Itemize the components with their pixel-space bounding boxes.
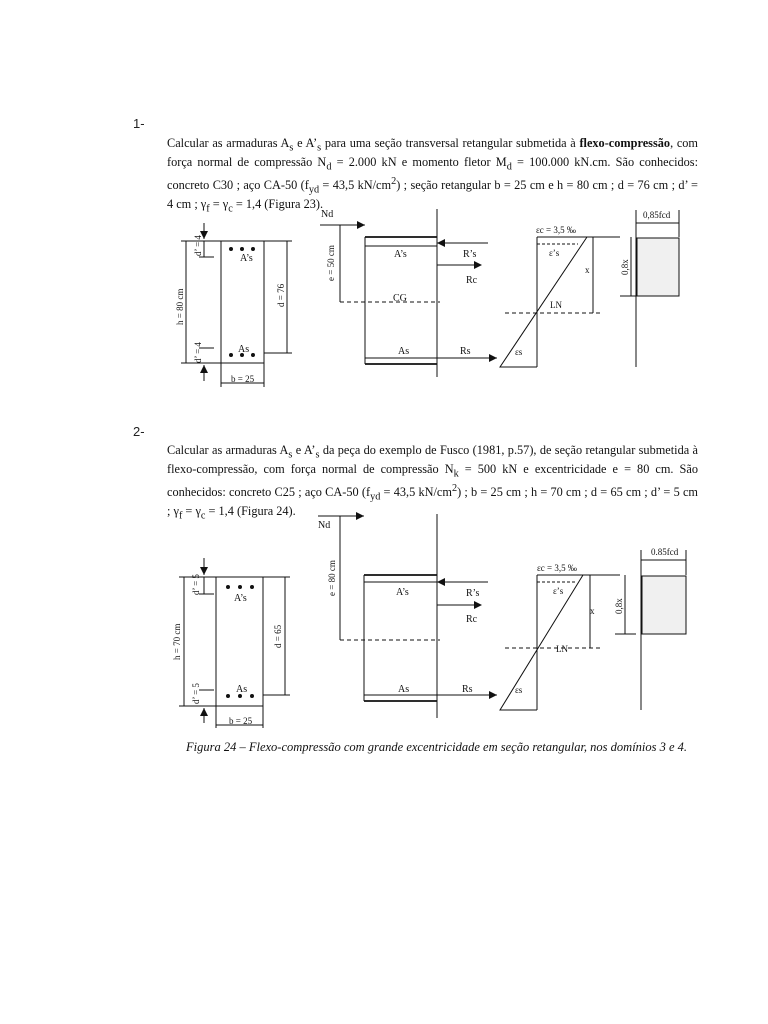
label-As-mid-top: A’s — [396, 587, 409, 598]
label-e: e = 50 cm — [326, 245, 336, 281]
label-As-mid-bottom: As — [398, 346, 410, 357]
label-As-mid-top: A’s — [394, 249, 407, 260]
label-b: b = 25 — [229, 716, 253, 726]
bold-term: flexo-compressão — [579, 136, 671, 150]
label-Rc: Rc — [466, 275, 478, 286]
label-d-prime-top: d’ = 4 — [193, 235, 203, 256]
label-Rs-top: R’s — [466, 588, 480, 599]
label-d: d = 76 — [276, 283, 286, 307]
figure-23 — [0, 195, 768, 395]
label-As-bottom: As — [238, 344, 250, 355]
label-eps-s-top: ε’s — [553, 586, 564, 596]
label-ln: LN — [556, 644, 568, 654]
label-h: h = 70 cm — [172, 623, 182, 660]
label-Rs-bottom: Rs — [460, 346, 471, 357]
label-b: b = 25 — [231, 374, 255, 384]
label-Rc: Rc — [466, 614, 478, 625]
label-Nd: Nd — [321, 209, 334, 220]
stress-block — [642, 576, 686, 634]
label-eps-s-bottom: εs — [515, 685, 523, 695]
label-d-prime-bottom: d’ = 5 — [191, 683, 201, 704]
problem-2-statement: Calcular as armaduras $A_s$ e $A’_s$ da peça do exemplo de Fusco (1981, p.57), de seção retangular submetida à flexo-compressão, com força normal de compressão $N_k = 500$ kN e excentricidade e = 80 cm. São conhecidos: concreto C25 ; aço CA-50 ($f_{yd} = 43,5$ $kN/cm^2$) ; b = 25 cm ; h = 70 cm ; d = 65 cm ; d’ = 5 cm ; $\gamma_f = \gamma_c = 1,4$ (Figura 24). — [167, 443, 698, 522]
label-h: h = 80 cm — [175, 288, 185, 325]
label-ln: LN — [550, 300, 562, 310]
label-x: x — [585, 265, 590, 275]
label-As-top: A’s — [234, 593, 247, 604]
label-e: e = 80 cm — [327, 560, 337, 596]
label-0-8x: 0,8x — [614, 598, 624, 614]
label-fcd: 0.85fcd — [651, 547, 679, 557]
problem-1-number: 1- — [133, 116, 145, 131]
label-eps-c: εc = 3,5 ‰ — [536, 225, 576, 235]
problem-2-number: 2- — [133, 424, 145, 439]
label-x: x — [590, 606, 595, 616]
label-d: d = 65 — [273, 624, 283, 648]
label-Rs-bottom: Rs — [462, 684, 473, 695]
label-As-bottom: As — [236, 684, 248, 695]
label-Nd: Nd — [318, 520, 331, 531]
label-Rs-top: R’s — [463, 249, 477, 260]
label-eps-c: εc = 3,5 ‰ — [537, 563, 577, 573]
label-As-mid-bottom: As — [398, 684, 410, 695]
figure-caption: Figura 24 – Flexo-compressão com grande excentricidade em seção retangular, nos domínios 3 e 4. — [186, 740, 688, 754]
label-0-8x: 0,8x — [620, 259, 630, 275]
label-fcd: 0,85fcd — [643, 210, 671, 220]
label-eps-s-bottom: εs — [515, 347, 523, 357]
label-cg: CG — [393, 293, 407, 304]
label-eps-s-top: ε’s — [549, 248, 560, 258]
figure-24 — [0, 510, 768, 735]
label-d-prime-top: d’ = 5 — [191, 574, 201, 595]
label-As-top: A’s — [240, 253, 253, 264]
problem-1-statement: Calcular as armaduras $A_s$ e $A’_s$ para uma seção transversal retangular submetida à flexo-compressão, com força normal de compressão $N_d = 2.000$ kN e momento fletor $M_d = 100.000$ kN.cm. São conhecidos: concreto C30 ; aço CA-50 ($f_{yd} = 43,5$ $kN/cm^2$) ; seção retangular b = 25 cm e h = 80 cm ; d = 76 cm ; d’ = 4 cm ; $\gamma_f = \gamma_c = 1,4$ (Figura 23). — [167, 136, 699, 215]
stress-block — [637, 238, 679, 296]
label-d-prime-bottom: d’ = 4 — [193, 342, 203, 363]
